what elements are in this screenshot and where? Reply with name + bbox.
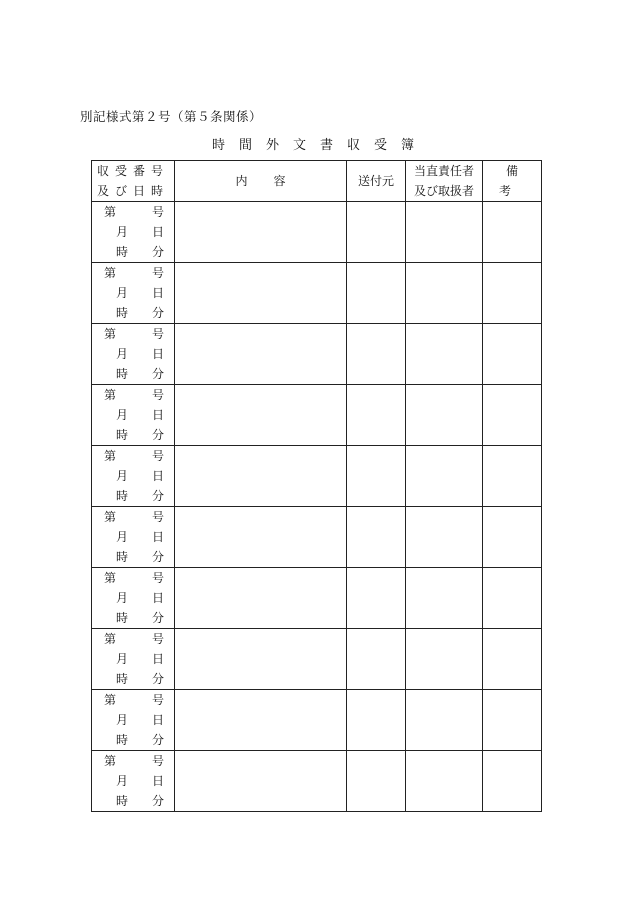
receipt-stamp-cell[interactable] bbox=[92, 385, 175, 446]
month-label: 月 bbox=[116, 408, 129, 422]
minute-label: 分 bbox=[152, 550, 165, 564]
day-label: 日 bbox=[152, 408, 165, 422]
sender-cell[interactable] bbox=[347, 446, 406, 507]
handler-cell[interactable] bbox=[406, 385, 483, 446]
month-label: 月 bbox=[116, 591, 129, 605]
month-label: 月 bbox=[116, 774, 129, 788]
receipt-stamp-cell[interactable] bbox=[92, 202, 175, 263]
sender-cell[interactable] bbox=[347, 751, 406, 812]
number-suffix: 号 bbox=[152, 571, 165, 585]
header-receipt-line2: 及び日時 bbox=[96, 184, 169, 198]
remarks-cell[interactable] bbox=[483, 629, 542, 690]
minute-label: 分 bbox=[152, 611, 165, 625]
number-suffix: 号 bbox=[152, 693, 165, 707]
handler-cell[interactable] bbox=[406, 568, 483, 629]
content-cell[interactable] bbox=[175, 690, 347, 751]
header-receipt-number-datetime bbox=[92, 161, 175, 202]
table-row bbox=[92, 690, 542, 751]
table-row bbox=[92, 629, 542, 690]
sender-cell[interactable] bbox=[347, 507, 406, 568]
handler-cell[interactable] bbox=[406, 507, 483, 568]
content-cell[interactable] bbox=[175, 385, 347, 446]
table-row bbox=[92, 385, 542, 446]
number-prefix: 第 bbox=[104, 205, 117, 219]
handler-cell[interactable] bbox=[406, 629, 483, 690]
receipt-stamp-cell[interactable] bbox=[92, 446, 175, 507]
header-content-label: 内容 bbox=[235, 174, 312, 188]
receipt-stamp-cell[interactable] bbox=[92, 324, 175, 385]
table-row bbox=[92, 568, 542, 629]
day-label: 日 bbox=[152, 530, 165, 544]
header-sender-label: 送付元 bbox=[357, 174, 394, 188]
form-label: 別記様式第２号（第５条関係） bbox=[80, 109, 263, 124]
number-suffix: 号 bbox=[152, 510, 165, 524]
table-row bbox=[92, 507, 542, 568]
table-row bbox=[92, 263, 542, 324]
hour-label: 時 bbox=[116, 428, 129, 442]
day-label: 日 bbox=[152, 225, 165, 239]
sender-cell[interactable] bbox=[347, 385, 406, 446]
number-prefix: 第 bbox=[104, 266, 117, 280]
receipt-stamp-cell[interactable] bbox=[92, 751, 175, 812]
minute-label: 分 bbox=[152, 306, 165, 320]
header-sender bbox=[347, 161, 406, 202]
handler-cell[interactable] bbox=[406, 446, 483, 507]
sender-cell[interactable] bbox=[347, 263, 406, 324]
hour-label: 時 bbox=[116, 550, 129, 564]
hour-label: 時 bbox=[116, 367, 129, 381]
handler-cell[interactable] bbox=[406, 202, 483, 263]
header-row bbox=[92, 161, 542, 202]
sender-cell[interactable] bbox=[347, 202, 406, 263]
header-duty-officer bbox=[406, 161, 483, 202]
hour-label: 時 bbox=[116, 733, 129, 747]
remarks-cell[interactable] bbox=[483, 446, 542, 507]
month-label: 月 bbox=[116, 225, 129, 239]
number-prefix: 第 bbox=[104, 388, 117, 402]
table-row bbox=[92, 446, 542, 507]
remarks-cell[interactable] bbox=[483, 568, 542, 629]
receipt-stamp-cell[interactable] bbox=[92, 629, 175, 690]
remarks-cell[interactable] bbox=[483, 202, 542, 263]
minute-label: 分 bbox=[152, 733, 165, 747]
month-label: 月 bbox=[116, 530, 129, 544]
content-cell[interactable] bbox=[175, 629, 347, 690]
remarks-cell[interactable] bbox=[483, 751, 542, 812]
remarks-cell[interactable] bbox=[483, 690, 542, 751]
number-prefix: 第 bbox=[104, 693, 117, 707]
header-duty-line2: 及び取扱者 bbox=[413, 184, 474, 198]
day-label: 日 bbox=[152, 469, 165, 483]
content-cell[interactable] bbox=[175, 202, 347, 263]
remarks-cell[interactable] bbox=[483, 385, 542, 446]
day-label: 日 bbox=[152, 652, 165, 666]
number-suffix: 号 bbox=[152, 449, 165, 463]
month-label: 月 bbox=[116, 347, 129, 361]
minute-label: 分 bbox=[152, 428, 165, 442]
month-label: 月 bbox=[116, 469, 129, 483]
number-suffix: 号 bbox=[152, 754, 165, 768]
remarks-cell[interactable] bbox=[483, 324, 542, 385]
number-suffix: 号 bbox=[152, 266, 165, 280]
handler-cell[interactable] bbox=[406, 324, 483, 385]
header-remarks bbox=[483, 161, 542, 202]
sender-cell[interactable] bbox=[347, 629, 406, 690]
content-cell[interactable] bbox=[175, 446, 347, 507]
number-suffix: 号 bbox=[152, 327, 165, 341]
receipt-stamp-cell[interactable] bbox=[92, 568, 175, 629]
day-label: 日 bbox=[152, 286, 165, 300]
number-prefix: 第 bbox=[104, 449, 117, 463]
sender-cell[interactable] bbox=[347, 690, 406, 751]
hour-label: 時 bbox=[116, 245, 129, 259]
number-suffix: 号 bbox=[152, 632, 165, 646]
month-label: 月 bbox=[116, 713, 129, 727]
number-suffix: 号 bbox=[152, 388, 165, 402]
header-duty-line1: 当直責任者 bbox=[413, 164, 474, 178]
receipt-ledger-table bbox=[91, 160, 542, 812]
handler-cell[interactable] bbox=[406, 690, 483, 751]
minute-label: 分 bbox=[152, 367, 165, 381]
day-label: 日 bbox=[152, 347, 165, 361]
hour-label: 時 bbox=[116, 306, 129, 320]
number-suffix: 号 bbox=[152, 205, 165, 219]
table-row bbox=[92, 751, 542, 812]
hour-label: 時 bbox=[116, 794, 129, 808]
handler-cell[interactable] bbox=[406, 263, 483, 324]
content-cell[interactable] bbox=[175, 507, 347, 568]
content-cell[interactable] bbox=[175, 263, 347, 324]
receipt-stamp-cell[interactable] bbox=[92, 690, 175, 751]
minute-label: 分 bbox=[152, 489, 165, 503]
header-remarks-label: 備考 bbox=[498, 164, 532, 198]
receipt-stamp-cell[interactable] bbox=[92, 507, 175, 568]
content-cell[interactable] bbox=[175, 568, 347, 629]
number-prefix: 第 bbox=[104, 327, 117, 341]
header-content bbox=[175, 161, 347, 202]
handler-cell[interactable] bbox=[406, 751, 483, 812]
form-title: 時間外文書収受簿 bbox=[211, 138, 428, 153]
day-label: 日 bbox=[152, 591, 165, 605]
number-prefix: 第 bbox=[104, 510, 117, 524]
day-label: 日 bbox=[152, 713, 165, 727]
number-prefix: 第 bbox=[104, 632, 117, 646]
table-row bbox=[92, 324, 542, 385]
sender-cell[interactable] bbox=[347, 324, 406, 385]
hour-label: 時 bbox=[116, 489, 129, 503]
header-receipt-line1: 収受番号 bbox=[96, 164, 169, 178]
table-row bbox=[92, 202, 542, 263]
minute-label: 分 bbox=[152, 672, 165, 686]
month-label: 月 bbox=[116, 652, 129, 666]
number-prefix: 第 bbox=[104, 754, 117, 768]
sender-cell[interactable] bbox=[347, 568, 406, 629]
receipt-stamp-cell[interactable] bbox=[92, 263, 175, 324]
hour-label: 時 bbox=[116, 611, 129, 625]
minute-label: 分 bbox=[152, 245, 165, 259]
month-label: 月 bbox=[116, 286, 129, 300]
remarks-cell[interactable] bbox=[483, 263, 542, 324]
day-label: 日 bbox=[152, 774, 165, 788]
remarks-cell[interactable] bbox=[483, 507, 542, 568]
hour-label: 時 bbox=[116, 672, 129, 686]
content-cell[interactable] bbox=[175, 751, 347, 812]
minute-label: 分 bbox=[152, 794, 165, 808]
content-cell[interactable] bbox=[175, 324, 347, 385]
number-prefix: 第 bbox=[104, 571, 117, 585]
